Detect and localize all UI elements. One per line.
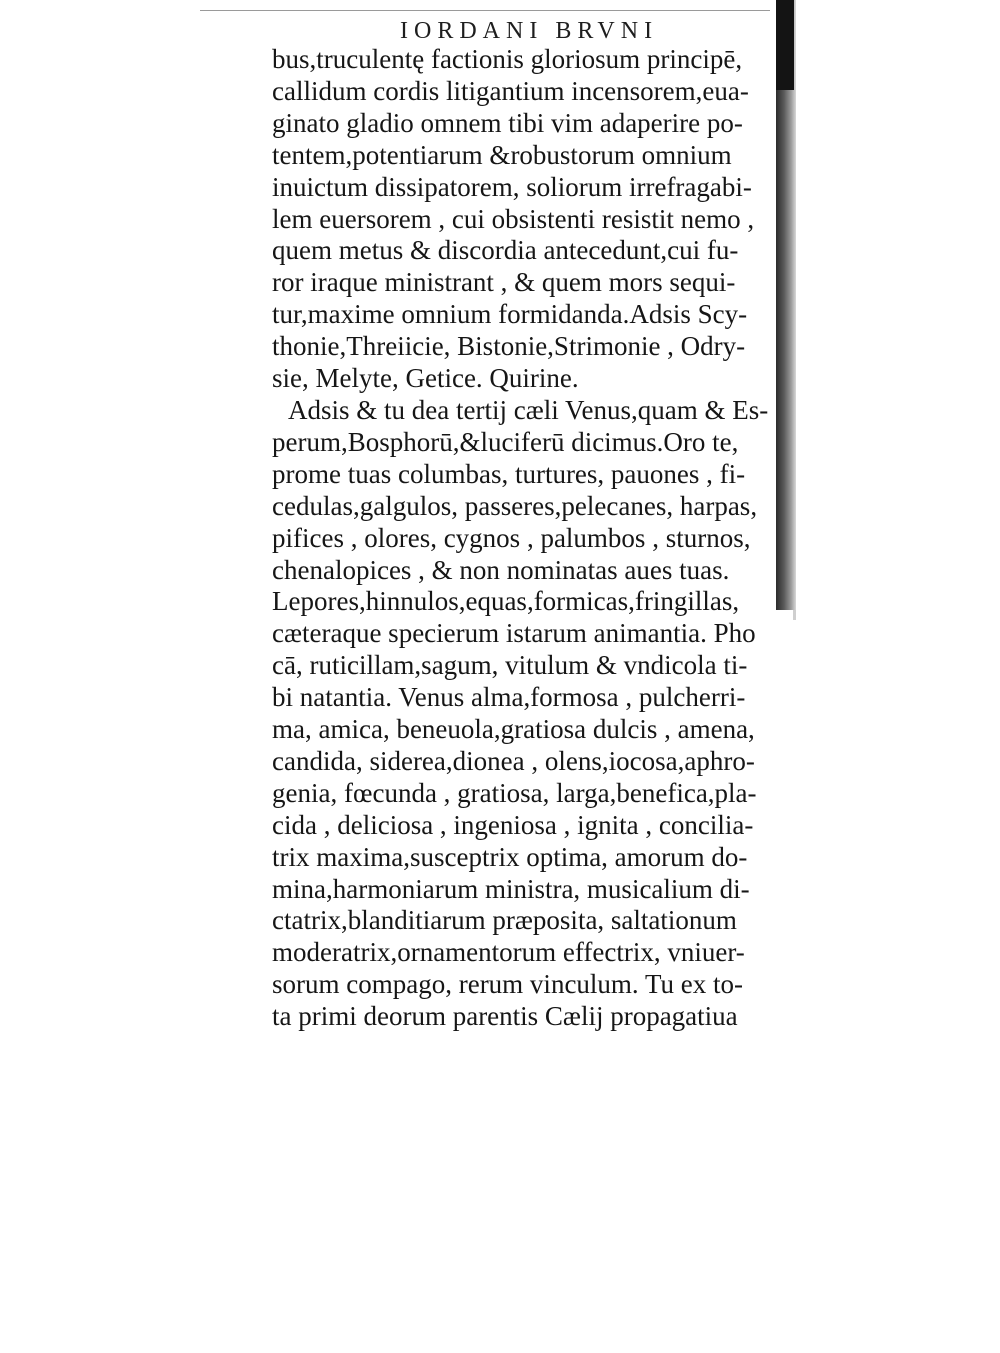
text-line: bi natantia. Venus alma,formosa , pulcherri- xyxy=(272,682,746,713)
text-line: ta primi deorum parentis Cælij propagatiua xyxy=(272,1001,738,1032)
text-line: ginato gladio omnem tibi vim adaperire po- xyxy=(272,107,743,138)
text-line: chenalopices , & non nominatas aues tuas. xyxy=(272,554,730,585)
text-line: thonie,Threiicie, Bistonie,Strimonie , Odry- xyxy=(272,331,746,362)
text-line: inuictum dissipatorem, soliorum irrefragabi- xyxy=(272,171,752,202)
text-line: cedulas,galgulos, passeres,pelecanes, harpas, xyxy=(272,490,758,521)
text-line: Lepores,hinnulos,equas,formicas,fringillas, xyxy=(272,586,740,617)
text-line: ror iraque ministrant , & quem mors sequi- xyxy=(272,267,736,298)
running-head: IORDANI BRVNI xyxy=(400,18,659,44)
text-line: tentem,potentiarum &robustorum omnium xyxy=(272,139,732,170)
text-line: prome tuas columbas, turtures, pauones , fi- xyxy=(272,458,746,489)
text-line: lem euersorem , cui obsistenti resistit nemo , xyxy=(272,203,755,234)
binding-edge-shadow xyxy=(776,0,796,610)
text-line: cæteraque specierum istarum animantia. Pho xyxy=(272,618,756,649)
text-line: cā, ruticillam,sagum, vitulum & vndicola ti- xyxy=(272,650,748,681)
paragraph-1 xyxy=(272,44,772,395)
text-line: perum,Bosphorū,&luciferū dicimus.Oro te, xyxy=(272,426,739,457)
text-line: trix maxima,susceptrix optima, amorum do- xyxy=(272,841,748,872)
text-line: quem metus & discordia antecedunt,cui fu- xyxy=(272,235,739,266)
text-line: cida , deliciosa , ingeniosa , ignita , concilia- xyxy=(272,809,754,840)
text-line: candida, siderea,dionea , olens,iocosa,aphro- xyxy=(272,745,755,776)
text-line: Adsis & tu dea tertij cæli Venus,quam & Es- xyxy=(288,394,769,425)
top-rule xyxy=(200,10,770,11)
text-line: sie, Melyte, Getice. Quirine. xyxy=(272,363,579,394)
text-line: tur,maxime omnium formidanda.Adsis Scy- xyxy=(272,299,748,330)
text-line: mina,harmoniarum ministra, musicalium di- xyxy=(272,873,750,904)
binding-edge-dark xyxy=(776,0,794,90)
paragraph-2 xyxy=(272,395,772,1033)
text-line: moderatrix,ornamentorum effectrix, vniuer- xyxy=(272,937,745,968)
body-text xyxy=(272,44,772,1033)
text-line: genia, fœcunda , gratiosa, larga,benefica,pla- xyxy=(272,777,757,808)
text-line: callidum cordis litigantium incensorem,eua- xyxy=(272,75,749,106)
text-line: bus,truculentę factionis gloriosum principē, xyxy=(272,44,743,74)
text-line: ctatrix,blanditiarum præposita, saltationum xyxy=(272,905,737,936)
text-line: sorum compago, rerum vinculum. Tu ex to- xyxy=(272,969,743,1000)
text-line: pifices , olores, cygnos , palumbos , sturnos, xyxy=(272,522,751,553)
text-line: ma, amica, beneuola,gratiosa dulcis , amena, xyxy=(272,714,755,745)
binding-edge-fade xyxy=(793,610,796,620)
